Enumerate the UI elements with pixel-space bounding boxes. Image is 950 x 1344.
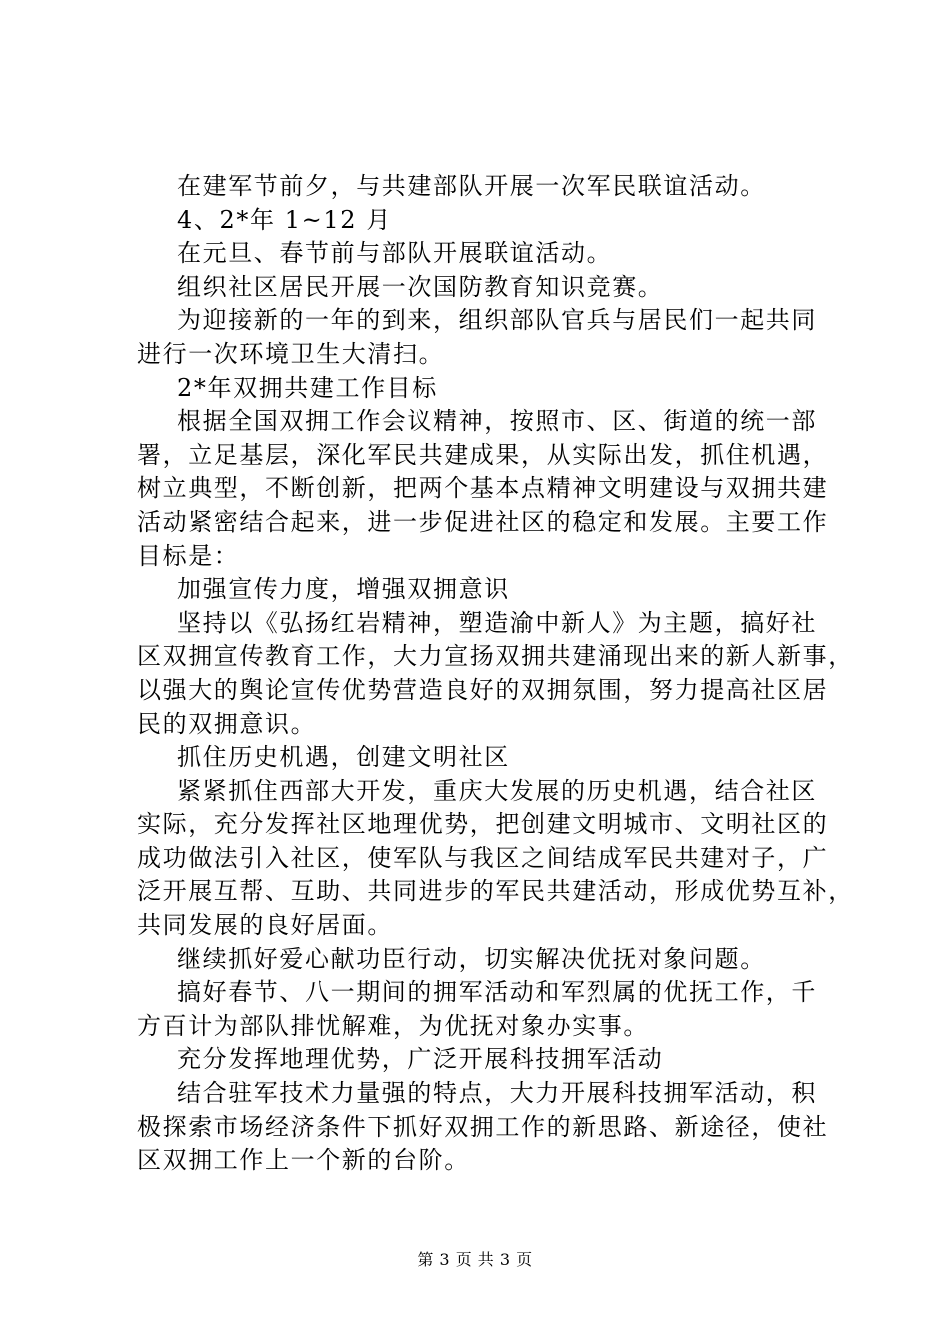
text-line: 2*年双拥共建工作目标 <box>177 373 438 402</box>
text-line: 充分发挥地理优势，广泛开展科技拥军活动 <box>177 1045 664 1074</box>
text-line: 目标是： <box>137 541 240 570</box>
text-line: 以强大的舆论宣传优势营造良好的双拥氛围，努力提高社区居 <box>137 675 829 704</box>
text-line: 民的双拥意识。 <box>137 709 317 738</box>
text-line: 区双拥宣传教育工作，大力宣扬双拥共建涌现出来的新人新事， <box>137 642 854 671</box>
text-line: 组织社区居民开展一次国防教育知识竞赛。 <box>177 272 664 301</box>
text-line: 进行一次环境卫生大清扫。 <box>137 339 445 368</box>
text-line: 成功做法引入社区，使军队与我区之间结成军民共建对子，广 <box>137 843 829 872</box>
text-line: 加强宣传力度，增强双拥意识 <box>177 575 510 604</box>
page-footer: 第 3 页 共 3 页 <box>417 1250 533 1269</box>
text-line: 树立典型，不断创新，把两个基本点精神文明建设与双拥共建 <box>137 474 829 503</box>
text-line: 结合驻军技术力量强的特点，大力开展科技拥军活动，积 <box>177 1079 817 1108</box>
text-line: 为迎接新的一年的到来，组织部队官兵与居民们一起共同 <box>177 306 817 335</box>
text-line: 方百计为部队排忧解难，为优抚对象办实事。 <box>137 1011 649 1040</box>
text-line: 泛开展互帮、互助、共同进步的军民共建活动，形成优势互补， <box>137 877 854 906</box>
text-line: 署，立足基层，深化军民共建成果，从实际出发，抓住机遇， <box>137 440 829 469</box>
text-line: 实际，充分发挥社区地理优势，把创建文明城市、文明社区的 <box>137 810 829 839</box>
text-line: 继续抓好爱心献功臣行动，切实解决优抚对象问题。 <box>177 944 766 973</box>
text-line: 极探索市场经济条件下抓好双拥工作的新思路、新途径，使社 <box>137 1112 829 1141</box>
text-line: 区双拥工作上一个新的台阶。 <box>137 1146 470 1175</box>
text-line: 4、2*年 1~12 月 <box>177 205 392 234</box>
text-line: 根据全国双拥工作会议精神，按照市、区、街道的统一部 <box>177 407 817 436</box>
text-line: 在元旦、春节前与部队开展联谊活动。 <box>177 239 613 268</box>
text-line: 紧紧抓住西部大开发，重庆大发展的历史机遇，结合社区 <box>177 776 817 805</box>
text-line: 共同发展的良好居面。 <box>137 911 393 940</box>
text-line: 活动紧密结合起来，进一步促进社区的稳定和发展。主要工作 <box>137 507 829 536</box>
text-line: 搞好春节、八一期间的拥军活动和军烈属的优抚工作，千 <box>177 978 817 1007</box>
text-line: 在建军节前夕，与共建部队开展一次军民联谊活动。 <box>177 172 766 200</box>
text-line: 抓住历史机遇，创建文明社区 <box>177 743 510 772</box>
document-body <box>137 170 854 1178</box>
text-line: 坚持以《弘扬红岩精神，塑造渝中新人》为主题，搞好社 <box>177 608 817 637</box>
